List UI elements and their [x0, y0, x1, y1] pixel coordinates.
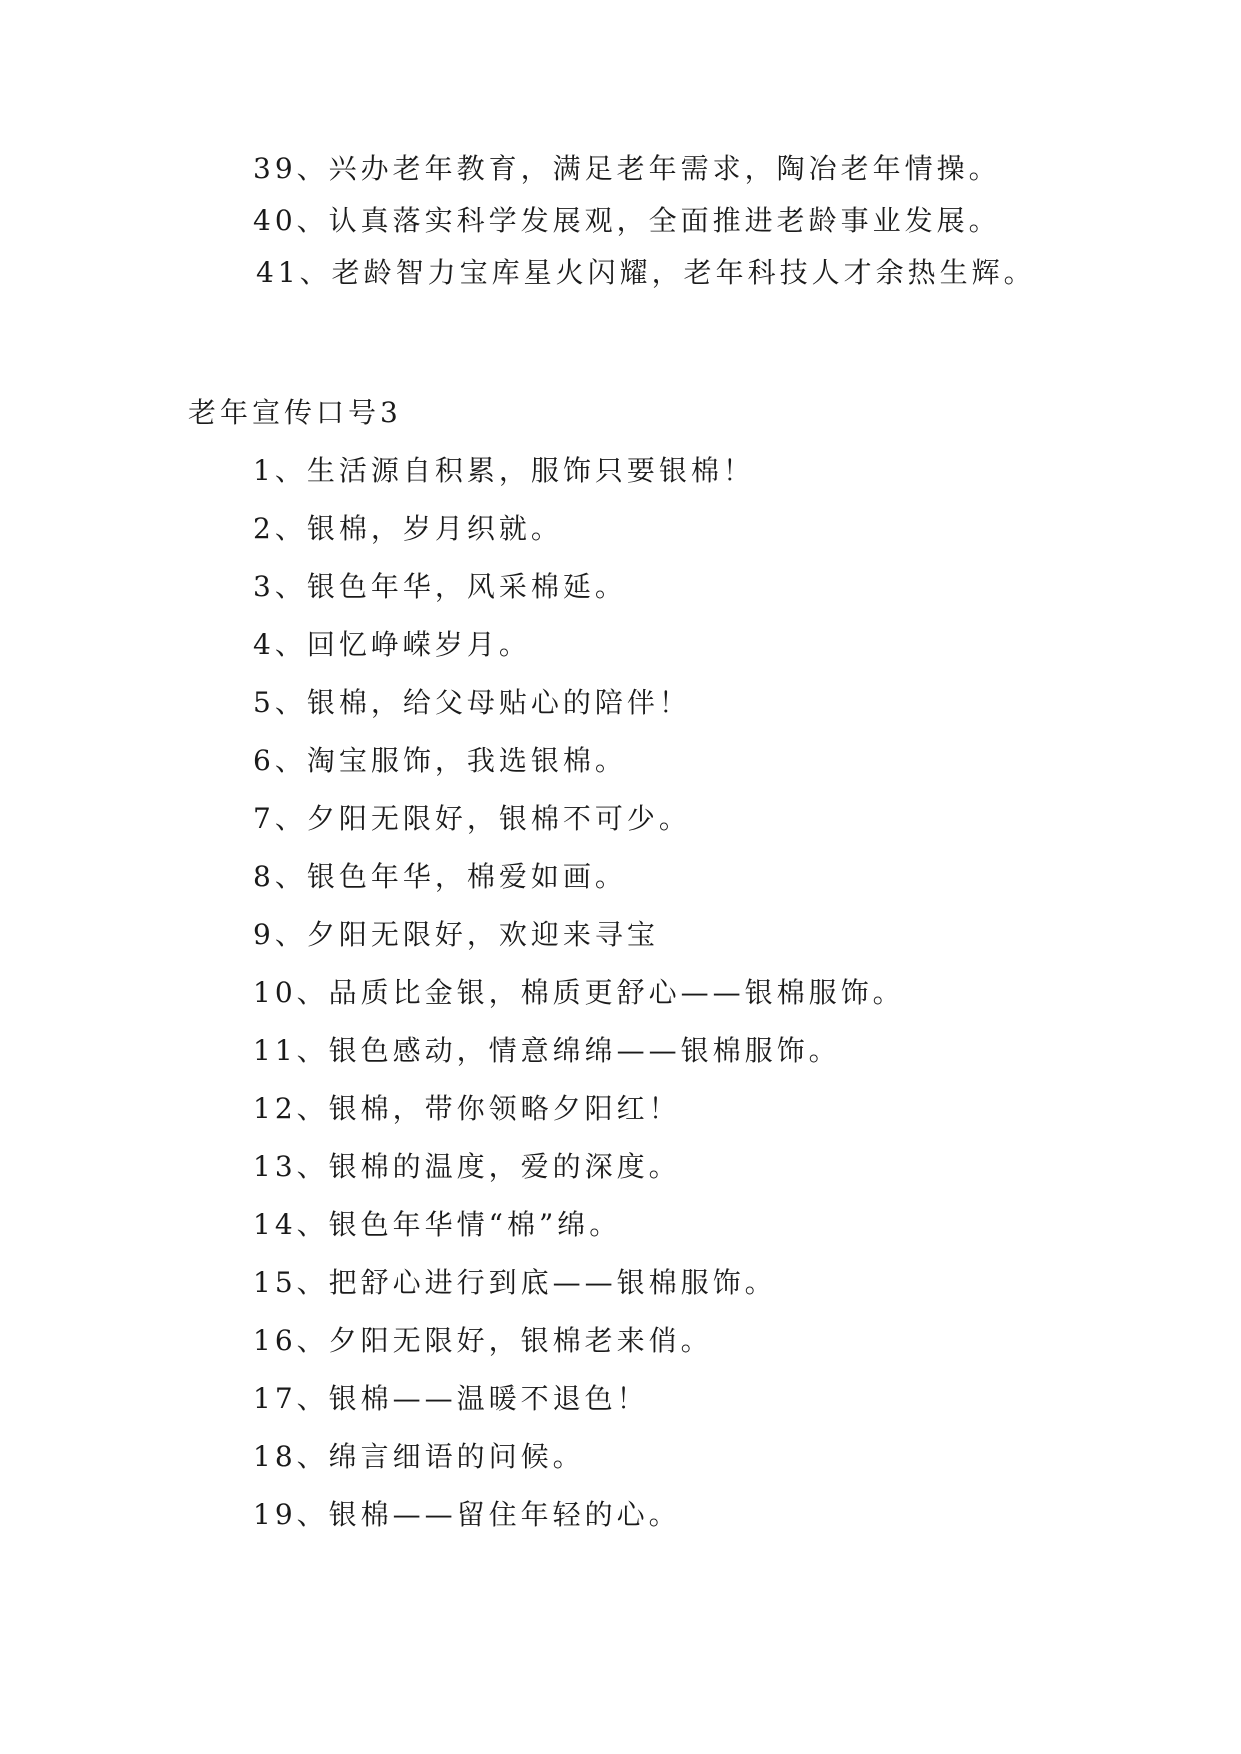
list-item: 1、生活源自积累，服饰只要银棉！: [253, 454, 755, 487]
list-item: 7、夕阳无限好，银棉不可少。: [253, 802, 691, 835]
list-item: 16、夕阳无限好，银棉老来俏。: [253, 1324, 713, 1357]
list-item: 3、银色年华，风采棉延。: [253, 570, 627, 603]
list-item: 41、老龄智力宝库星火闪耀，老年科技人才余热生辉。: [256, 256, 1036, 289]
list-item: 15、把舒心进行到底——银棉服饰。: [253, 1266, 777, 1299]
list-item: 17、银棉——温暖不退色！: [253, 1382, 649, 1415]
list-item: 10、品质比金银，棉质更舒心——银棉服饰。: [253, 976, 905, 1009]
list-item: 14、银色年华情“棉”绵。: [253, 1208, 622, 1241]
list-item: 2、银棉，岁月织就。: [253, 512, 563, 545]
list-item: 9、夕阳无限好，欢迎来寻宝: [253, 918, 659, 951]
list-item: 8、银色年华，棉爱如画。: [253, 860, 627, 893]
list-item: 12、银棉，带你领略夕阳红！: [253, 1092, 681, 1125]
section-heading: 老年宣传口号3: [188, 396, 402, 429]
list-item: 40、认真落实科学发展观，全面推进老龄事业发展。: [253, 204, 1001, 237]
list-item: 18、绵言细语的问候。: [253, 1440, 585, 1473]
list-item: 11、银色感动，情意绵绵——银棉服饰。: [253, 1034, 841, 1067]
list-item: 4、回忆峥嵘岁月。: [253, 628, 531, 661]
list-item: 19、银棉——留住年轻的心。: [253, 1498, 681, 1531]
list-item: 39、兴办老年教育，满足老年需求，陶冶老年情操。: [253, 152, 1001, 185]
list-item: 13、银棉的温度，爱的深度。: [253, 1150, 681, 1183]
list-item: 5、银棉，给父母贴心的陪伴！: [253, 686, 691, 719]
list-item: 6、淘宝服饰，我选银棉。: [253, 744, 627, 777]
